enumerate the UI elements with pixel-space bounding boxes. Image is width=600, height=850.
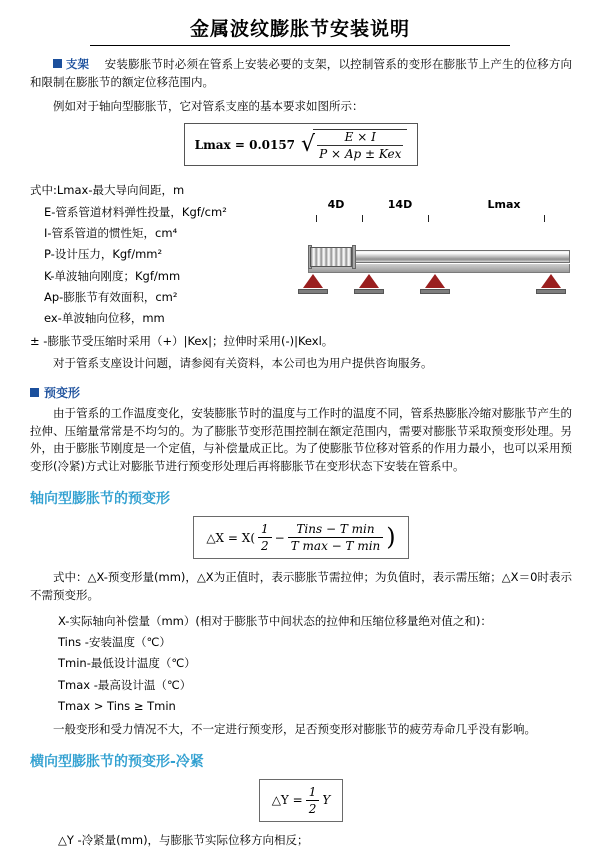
section3-note2: 一般变形和受力情况不大，不一定进行预变形，足否预变形对膨胀节的疲劳寿命几乎没有影响。 [53,722,536,737]
blue-square-bullet-icon [30,388,39,397]
section4-heading: 横向型膨胀节的预变形-冷紧 [30,753,204,770]
support-triangle-icon [359,274,379,288]
section3-equation-container [30,516,572,559]
legend-item: 对于管系支座设计问题，请参阅有关资料，本公司也为用户提供咨询服务。 [53,355,433,370]
section3-equation [193,516,408,559]
section2-heading: 预变形 [44,385,81,400]
legend-item: I-管系管道的惯性矩，cm⁴ [44,225,178,240]
support-base [536,289,566,294]
section3-note1: 式中：△X-预变形量(mm)，△X为正值时，表示膨胀节需拉伸；为负值时，表示需压缩；△X＝0时表示不需预变形。 [30,570,572,602]
eq3-minus-sign: − [274,530,285,545]
formula-lmax-denominator: P × Ap ± Kex [319,147,402,162]
page-title: 金属波纹膨胀节安装说明 [189,18,410,40]
section2-heading-row [30,384,572,401]
eq4-half-denominator: 2 [308,801,317,816]
legend-item: ± -膨胀节受压缩时采用（+）|Kex|；拉伸时采用(-)|Kexl。 [30,334,334,349]
eq3-lhs: △X = X( [206,530,256,545]
support-base [298,289,328,294]
legend-list-tail [30,331,572,374]
section1-intro [30,56,572,92]
document-content [0,56,600,850]
eq3-rhs-paren: ) [386,522,396,551]
flange-right [352,245,356,269]
legend-item: 式中:Lmax-最大导向间距，m [30,183,185,198]
support-triangle-icon [303,274,323,288]
support-triangle-icon [425,274,445,288]
bellows-element [310,247,352,267]
diagram-column [286,176,576,308]
blue-square-bullet-icon [53,59,62,68]
eq3-half-fraction [258,522,272,553]
support-anchor-1 [298,272,328,294]
legend-item: K-单波轴向刚度；Kgf/mm [44,268,181,283]
formula-lmax [184,123,419,166]
radical-icon: √ [301,131,316,157]
variable-item: X-实际轴向补偿量（mm）(相对于膨胀节中间状态的拉伸和压缩位移量绝对值之和)： [58,613,492,628]
formula-lmax-numerator: E × I [317,130,403,146]
section4-equation-container [30,779,572,822]
document-page [0,14,600,847]
dim-label-4d: 4D [327,198,345,212]
variable-item: Tmin-最低设计温度（℃） [58,656,196,671]
legend-item: P-设计压力，Kgf/mm² [44,247,163,262]
legend-item: ex-单波轴向位移，mm [44,311,165,326]
section1-heading: 支架 [65,57,90,71]
legend-item: Ap-膨胀节有效面积，cm² [44,289,178,304]
legend-list [30,180,280,329]
variable-item: Tins -安装温度（℃） [58,634,171,649]
section1-para1: 安装膨胀节时必须在管系上安装必要的支架，以控制管系的变形在膨胀节上产生的位移方向和限制在膨胀节的额定位移范围内。 [30,57,573,89]
eq3-temp-denominator: T max − T min [290,539,381,554]
sqrt-group [301,128,407,161]
tick [428,215,429,222]
title-divider [90,45,510,46]
formula-lmax-lhs: Lmax = 0.0157 [194,137,296,152]
support-guide-2 [420,272,450,294]
variable-item: Tmax > Tins ≥ Tmin [58,698,176,713]
dim-label-lmax: Lmax [487,198,521,212]
support-guide-1 [354,272,384,294]
pipe-assembly [288,228,576,298]
section2-para1: 由于管系的工作温度变化，安装膨胀节时的温度与工作时的温度不同，管系热膨胀冷缩对膨胀节产生的拉伸、压缩量常常是不均匀的。为了膨胀节变形范围控制在额定范围内，需要对膨胀节采取预变形处理。另外，由于膨胀节刚度是一个定值，与补偿量成正比。为了使膨胀节位移对管系的作用力最小，也可以采用预变形(冷紧)方式让对膨胀节进行预变形处理后再将膨胀节在变形状态下安装在管系中。 [30,405,572,474]
tick [362,215,363,222]
support-base [354,289,384,294]
support-base [420,289,450,294]
diagram-dimension-labels [288,198,576,216]
legend-and-diagram [30,176,572,329]
eq4-half-numerator: 1 [306,785,320,801]
eq4-rhs: Y [322,793,331,808]
tick [544,215,545,222]
tick [316,215,317,222]
dim-label-14d: 14D [387,198,413,212]
eq4-half-fraction [306,785,320,816]
eq3-half-denominator: 2 [261,539,269,554]
variable-item: Tmax -最高设计温（℃） [58,677,192,692]
section1-para2: 例如对于轴向型膨胀节，它对管系支座的基本要求如图所示： [53,98,364,113]
legend-item: E-管系管道材料弹性投量，Kgf/cm² [44,204,227,219]
diagram-tick-line [316,215,574,222]
formula-lmax-fraction [313,129,407,161]
section3-variable-list [30,611,572,717]
section4-note: △Y -冷紧量(mm)，与膨胀节实际位移方向相反； [58,832,309,847]
section3-heading: 轴向型膨胀节的预变形 [30,491,170,508]
support-guide-3 [536,272,566,294]
support-triangle-icon [541,274,561,288]
eq3-temp-numerator: Tins − T min [288,522,384,538]
section4-equation [259,779,344,822]
formula-lmax-container [30,123,572,166]
eq3-half-numerator: 1 [258,522,272,538]
eq3-temp-fraction [288,522,384,553]
eq4-lhs: △Y = [271,793,303,808]
axial-expansion-joint-diagram [288,198,576,308]
